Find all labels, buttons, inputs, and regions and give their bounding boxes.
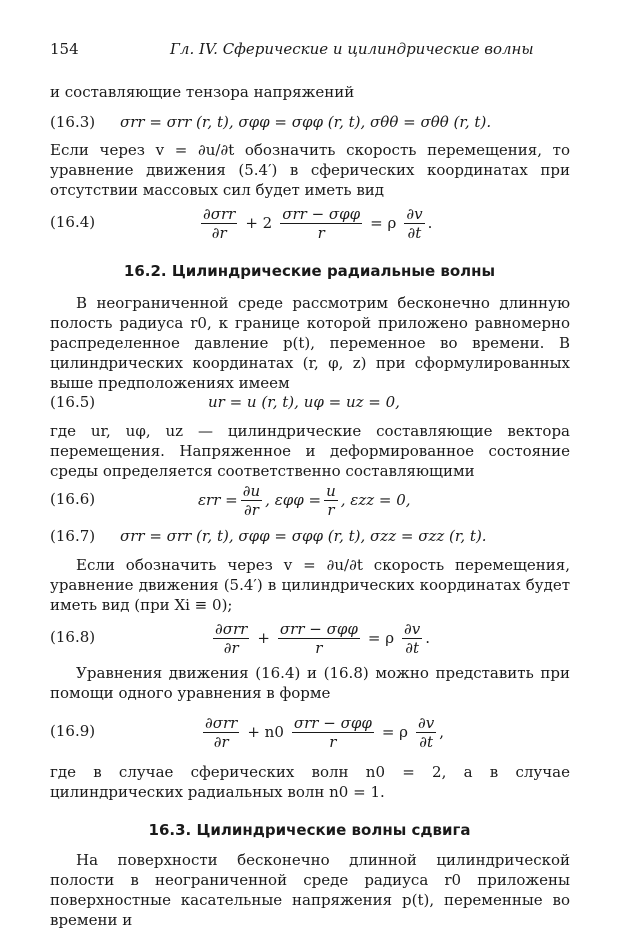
page-header	[50, 40, 569, 64]
fraction: $\frac{\partial v}{\partial t}$	[417, 713, 435, 751]
equation-body: σrr = σrr (r, t), σφφ = σφφ (r, t), σzz = σzz (r, t).	[120, 527, 487, 545]
equation-16-4: (16.4) $\frac{\text{∂σrr}}{\partial r}$ + 2 $\frac{\text{σrr − σφφ}}{r}$ = ρ $\frac{\partial v}{\partial t}$ .	[50, 204, 433, 242]
page-number: 154	[50, 40, 79, 58]
paragraph-5: Если обозначить через v = ∂u/∂t скорость перемещения, уравнение движения (5.4′) в цилиндрических координатах будет иметь вид (при Xi ≡ 0);	[50, 556, 570, 614]
section-heading-16-3: 16.3. Цилиндрические волны сдвига	[148, 821, 471, 839]
fraction: $\frac{\partial u}{\partial r}$	[242, 481, 261, 519]
fraction: $\frac{\partial v}{\partial t}$	[406, 204, 423, 242]
fraction: $\frac{\text{σrr − σφφ}}{r}$	[282, 204, 361, 242]
fraction: $\frac{\text{∂σrr}}{\partial r}$	[203, 204, 236, 242]
fraction: $\frac{\text{σrr − σφφ}}{r}$	[293, 713, 372, 751]
equation-body: ur = u (r, t), uφ = uz = 0,	[208, 393, 400, 411]
equation-16-9: (16.9) $\frac{\text{∂σrr}}{\partial r}$ + n0 $\frac{\text{σrr − σφφ}}{r}$ = ρ $\frac{\partial v}{\partial t}$ ,	[50, 713, 444, 751]
equation-number: (16.8)	[50, 628, 96, 646]
running-head: Гл. IV. Сферические и цилиндрические волны	[170, 40, 534, 58]
paragraph-8: На поверхности бесконечно длинной цилиндрической полости в неограниченной среде радиуса r0 приложены поверхностные касательные напряжения p(t), переменные во времени и	[50, 851, 570, 929]
paragraph-7: где в случае сферических волн n0 = 2, а в случае цилиндрических радиальных волн n0 = 1.	[50, 763, 570, 801]
equation-number: (16.3)	[50, 113, 96, 131]
paragraph-4: где ur, uφ, uz — цилиндрические составляющие вектора перемещения. Напряженное и деформированное состояние среды определяется соответственно составляющими	[50, 422, 570, 480]
fraction: $\frac{\partial v}{\partial t}$	[404, 619, 421, 657]
equation-number: (16.6)	[50, 490, 96, 508]
fraction: $\frac{\text{∂σrr}}{\partial r}$	[205, 713, 238, 751]
equation-number: (16.7)	[50, 527, 96, 545]
section-heading-16-2: 16.2. Цилиндрические радиальные волны	[123, 262, 496, 280]
fraction: $\frac{u}{r}$	[326, 481, 336, 519]
equation-16-7	[50, 527, 570, 549]
paragraph-1: и составляющие тензора напряжений	[50, 83, 355, 101]
equation-16-6: (16.6) εrr = $\frac{\partial u}{\partial r}$ , εφφ = $\frac{u}{r}$ , εzz = 0,	[50, 481, 411, 519]
fraction: $\frac{\text{∂σrr}}{\partial r}$	[215, 619, 248, 657]
paragraph-6: Уравнения движения (16.4) и (16.8) можно представить при помощи одного уравнения в форме	[50, 664, 570, 702]
equation-number: (16.5)	[50, 393, 96, 411]
equation-16-5	[50, 393, 570, 415]
equation-number: (16.4)	[50, 213, 96, 231]
equation-body: σrr = σrr (r, t), σφφ = σφφ (r, t), σθθ = σθθ (r, t).	[120, 113, 492, 131]
paragraph-2: Если через v = ∂u/∂t обозначить скорость перемещения, то уравнение движения (5.4′) в сферических координатах при отсутствии массовых сил будет иметь вид	[50, 141, 570, 199]
fraction: $\frac{\text{σrr − σφφ}}{r}$	[279, 619, 358, 657]
equation-16-3	[50, 113, 570, 135]
equation-16-8: (16.8) $\frac{\text{∂σrr}}{\partial r}$ + $\frac{\text{σrr − σφφ}}{r}$ = ρ $\frac{\partial v}{\partial t}$ .	[50, 619, 431, 657]
paragraph-3: В неограниченной среде рассмотрим бесконечно длинную полость радиуса r0, к границе которой приложено равномерно распределенное давление p(t), переменное во времени. В цилиндрических координатах (r, φ, z) при сформулированных выше предположениях имеем	[50, 294, 570, 392]
equation-number: (16.9)	[50, 722, 96, 740]
